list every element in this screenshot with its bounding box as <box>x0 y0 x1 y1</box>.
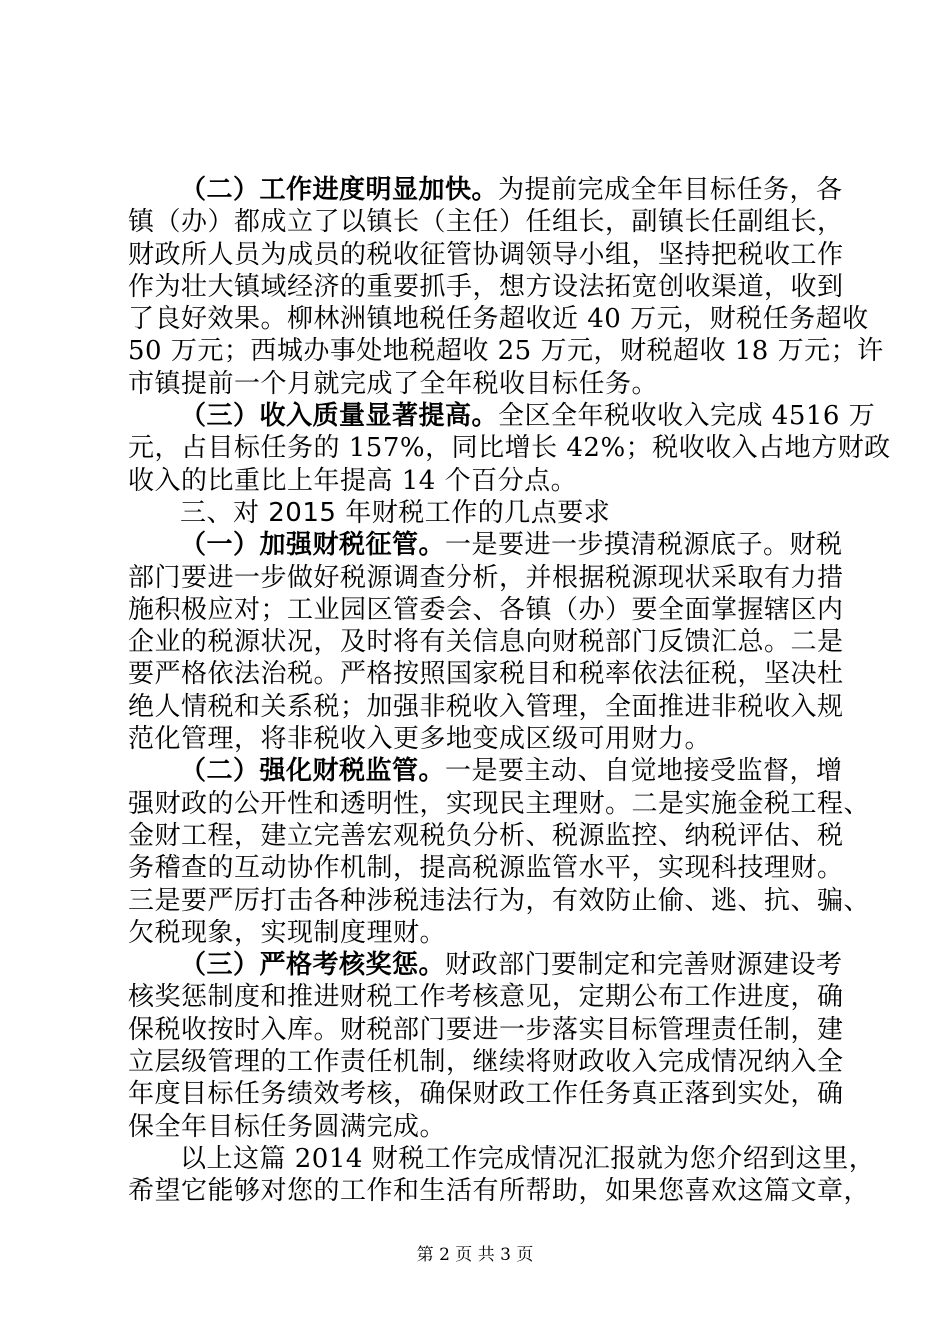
text-line <box>128 497 828 529</box>
text-line <box>128 529 843 561</box>
paragraph-text: 范化管理，将非税收入更多地变成区级可用财力。 <box>128 724 712 755</box>
section-heading: 三、对 2015 年财税工作的几点要求 <box>180 497 611 528</box>
text-line <box>128 400 876 432</box>
text-line <box>128 820 844 852</box>
text-line <box>128 1143 876 1175</box>
text-line <box>128 691 844 723</box>
paragraph-text: 年度目标任务绩效考核，确保财政工作任务真正落到实处，确 <box>128 1079 844 1110</box>
text-line <box>128 335 884 367</box>
subsection-title: （二）强化财税监管。 <box>180 756 446 787</box>
text-line <box>128 271 844 303</box>
paragraph-text: 财政所人员为成员的税收征管协调领导小组，坚持把税收工作 <box>128 239 844 270</box>
text-line <box>128 626 844 658</box>
text-line <box>128 885 871 917</box>
subsection-title: （三）收入质量显著提高。 <box>180 401 499 432</box>
text-line <box>128 239 844 271</box>
paragraph-text: 保税收按时入库。财税部门要进一步落实目标管理责任制，建 <box>128 1014 844 1045</box>
paragraph-text: 以上这篇 2014 财税工作完成情况汇报就为您介绍到这里， <box>180 1143 876 1174</box>
paragraph-text: 欠税现象，实现制度理财。 <box>128 917 447 948</box>
text-line <box>128 981 844 1013</box>
text-line <box>128 788 871 820</box>
text-line <box>128 755 843 787</box>
text-line <box>128 949 843 981</box>
paragraph-text: 施积极应对；工业园区管委会、各镇（办）要全面掌握辖区内 <box>128 594 844 625</box>
text-line <box>128 206 844 238</box>
paragraph-text: 立层级管理的工作责任机制，继续将财政收入完成情况纳入全 <box>128 1047 844 1078</box>
text-line <box>128 917 828 949</box>
paragraph-text: 财政部门要制定和完善财源建设考 <box>445 950 843 981</box>
text-line <box>128 562 844 594</box>
subsection-title: （三）严格考核奖惩。 <box>180 950 446 981</box>
text-line <box>128 1078 844 1110</box>
paragraph-text: 希望它能够对您的工作和生活有所帮助，如果您喜欢这篇文章， <box>128 1176 871 1207</box>
paragraph-text: 务稽查的互动协作机制，提高税源监管水平，实现科技理财。 <box>128 853 844 884</box>
subsection-title: （一）加强财税征管。 <box>180 530 446 561</box>
paragraph-text: 保全年目标任务圆满完成。 <box>128 1111 447 1142</box>
paragraph-text: 三是要严厉打击各种涉税违法行为，有效防止偷、逃、抗、骗、 <box>128 885 871 916</box>
paragraph-text: 企业的税源状况，及时将有关信息向财税部门反馈汇总。二是 <box>128 627 844 658</box>
paragraph-text: 市镇提前一个月就完成了全年税收目标任务。 <box>128 368 659 399</box>
paragraph-text: 要严格依法治税。严格按照国家税目和税率依法征税，坚决杜 <box>128 659 844 690</box>
page-footer: 第 2 页 共 3 页 <box>416 1245 534 1265</box>
paragraph-text: 了良好效果。柳林洲镇地税任务超收近 40 万元，财税任务超收 <box>128 304 869 335</box>
paragraph-text: 收入的比重比上年提高 14 个百分点。 <box>128 465 578 496</box>
paragraph-text: 部门要进一步做好税源调查分析，并根据税源现状采取有力措 <box>128 562 844 593</box>
text-line <box>128 658 844 690</box>
paragraph-text: 50 万元；西城办事处地税超收 25 万元，财税超收 18 万元；许 <box>128 336 884 367</box>
paragraph-text: 为提前完成全年目标任务，各 <box>498 175 843 205</box>
text-line <box>128 1014 844 1046</box>
paragraph-text: 核奖惩制度和推进财税工作考核意见，定期公布工作进度，确 <box>128 982 844 1013</box>
paragraph-text: 强财政的公开性和透明性，实现民主理财。二是实施金税工程、 <box>128 788 871 819</box>
paragraph-text: 一是要进一步摸清税源底子。财税 <box>445 530 843 561</box>
text-line <box>128 1175 871 1207</box>
text-line <box>128 594 844 626</box>
paragraph-text: 镇（办）都成立了以镇长（主任）任组长，副镇长任副组长， <box>128 207 844 238</box>
paragraph-text: 一是要主动、自觉地接受监督，增 <box>445 756 843 787</box>
paragraph-text: 绝人情税和关系税；加强非税收入管理，全面推进非税收入规 <box>128 691 844 722</box>
text-line <box>128 174 843 206</box>
text-line <box>128 432 891 464</box>
text-line <box>128 465 828 497</box>
paragraph-text: 元，占目标任务的 157%，同比增长 42%；税收收入占地方财政 <box>128 433 891 464</box>
text-line <box>128 303 869 335</box>
paragraph-text: 金财工程，建立完善宏观税负分析、税源监控、纳税评估、税 <box>128 820 844 851</box>
text-line <box>128 1046 844 1078</box>
text-line <box>128 723 828 755</box>
paragraph-text: 作为壮大镇域经济的重要抓手，想方设法拓宽创收渠道，收到 <box>128 271 844 302</box>
paragraph-text: 全区全年税收收入完成 4516 万 <box>498 401 876 432</box>
text-line <box>128 368 828 400</box>
text-line <box>128 1111 828 1143</box>
subsection-title: （二）工作进度明显加快。 <box>180 175 499 205</box>
text-line <box>128 852 844 884</box>
document-body <box>128 174 891 1208</box>
